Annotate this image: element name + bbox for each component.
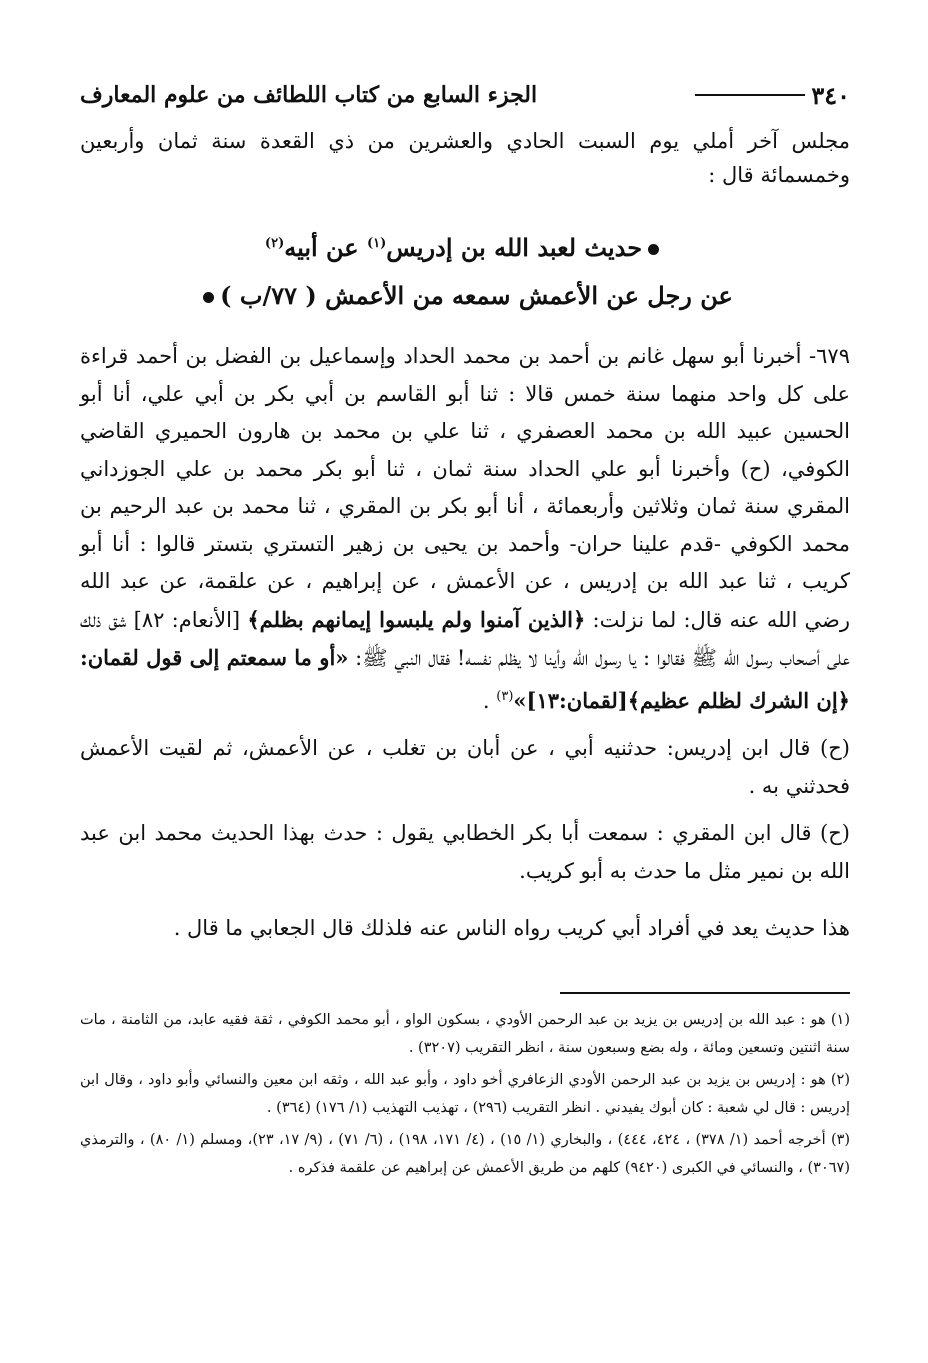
footnotes xyxy=(80,1006,850,1182)
footnote-3: (٣) أخرجه أحمد (١/ ٣٧٨) ، ٤٢٤، ٤٤٤) ، والبخاري (١/ ١٥) ، (٤/ ١٧١، ١٩٨) ، (٦/ ٧١) ، (٩/ ١٧، ٢٣)، ومسلم (١/ ٨٠) ، والترمذي (٣٠٦٧) ، والنسائي في الكبرى (٩٤٢٠) كلهم من طريق الأعمش عن إبراهيم عن علقمة فذكره . xyxy=(80,1131,851,1176)
running-title: الجزء السابع من كتاب اللطائف من علوم المعارف xyxy=(80,82,538,108)
page-header xyxy=(80,70,850,120)
hadith-text: ٦٧٩- أخبرنا أبو سهل غانم بن أحمد بن محمد الحداد وإسماعيل بن الفضل بن أحمد قراءة على كل واحد منهما سنة خمس قالا : ثنا أبو القاسم بن أبي بكر بن أبي علي، أنا أبو الحسين عبيد الله بن محمد العصفري ، ثنا علي بن محمد بن هارون الحميري القاضي الكوفي، (ح) وأخبرنا أبو علي الحداد سنة ثمان ، ثنا أبو بكر محمد بن علي الجوزداني المقري سنة ثمان وثلاثين وأربعمائة ، أنا أبو بكر بن المقري ، ثنا محمد بن عبد الرحيم بن محمد الكوفي -قدم علينا حران- وأحمد بن يحيى بن زهير التستري بتستر قالوا : أنا أبو كريب ، ثنا عبد الله بن إدريس ، عن الأعمش ، عن إبراهيم ، عن علقمة، عن عبد الله رضي الله عنه قال: لما نزلت: xyxy=(80,344,850,632)
section-heading-line1 xyxy=(80,220,850,272)
paragraph-ibn-idris: (ح) قال ابن إدريس: حدثنيه أبي ، عن أبان بن تغلب ، عن الأعمش، ثم لقيت الأعمش فحدثني به . xyxy=(80,736,850,798)
heading-text-a: حديث لعبد الله بن إدريس xyxy=(386,233,643,262)
hadith-paragraph xyxy=(80,338,850,720)
bullet-icon xyxy=(203,292,214,303)
heading-text-b: عن أبيه xyxy=(284,233,367,262)
session-intro: مجلس آخر أملي يوم السبت الحادي والعشرين من ذي القعدة سنة ثمان وأربعين وخمسمائة قال : xyxy=(80,129,850,187)
hadith-text-2: [الأنعام: ٨٢] شق ذلك على أصحاب رسول الله ﷺ فقالوا : يا رسول الله وأينا لا يظلم نفسه! فقال النبي ﷺ: xyxy=(80,607,850,670)
heading-text-line2: عن رجل عن الأعمش سمعه من الأعمش ( ٧٧/ب ) xyxy=(220,281,733,310)
quran-verse-1: ﴿الذين آمنوا ولم يلبسوا إيمانهم بظلم﴾ xyxy=(247,606,586,632)
hadith-end: . xyxy=(482,688,497,713)
footnote-1: (١) هو : عبد الله بن إدريس بن يزيد بن عبد الرحمن الأودي ، بسكون الواو ، أبو محمد الكوفي ، ثقة فقيه عابد، من الثامنة ، مات سنة اثنتين وتسعين ومائة ، وله بضع وسبعون سنة ، انظر التقريب (٣٢٠٧) . xyxy=(80,1011,850,1056)
page-number: ٣٤٠ xyxy=(811,80,850,110)
quran-verse-2: «أو ما سمعتم إلى قول لقمان: ﴿إن الشرك لظلم عظيم﴾[لقمان:١٣]» xyxy=(80,645,850,713)
document-page xyxy=(80,70,850,1186)
section-heading-line2 xyxy=(80,272,850,320)
paragraph-closing: هذا حديث يعد في أفراد أبي كريب رواه الناس عنه فلذلك قال الجعابي ما قال . xyxy=(173,916,850,940)
footnote-ref-3: (٣) xyxy=(496,688,514,704)
footnote-ref-2: (٢) xyxy=(264,236,285,251)
footnote-2: (٢) هو : إدريس بن يزيد بن عبد الرحمن الأودي الزعافري أخو داود ، وأبو عبد الله ، وثقه ابن معين والنسائي وأبو داود ، وقال ابن إدريس : قال لي شعبة : كان أبوك يفيدني . انظر التقريب (٢٩٦) ، تهذيب التهذيب (١/ ١٧٦) (٣٦٤) . xyxy=(80,1071,850,1116)
header-rule xyxy=(695,94,805,96)
footnote-ref-1: (١) xyxy=(366,236,387,251)
paragraph-ibn-al-muqri: (ح) قال ابن المقري : سمعت أبا بكر الخطابي يقول : حدث بهذا الحديث محمد ابن عبد الله بن نمير مثل ما حدث به أبو كريب. xyxy=(80,821,850,883)
bullet-icon xyxy=(648,244,659,255)
footnote-divider xyxy=(560,992,850,994)
